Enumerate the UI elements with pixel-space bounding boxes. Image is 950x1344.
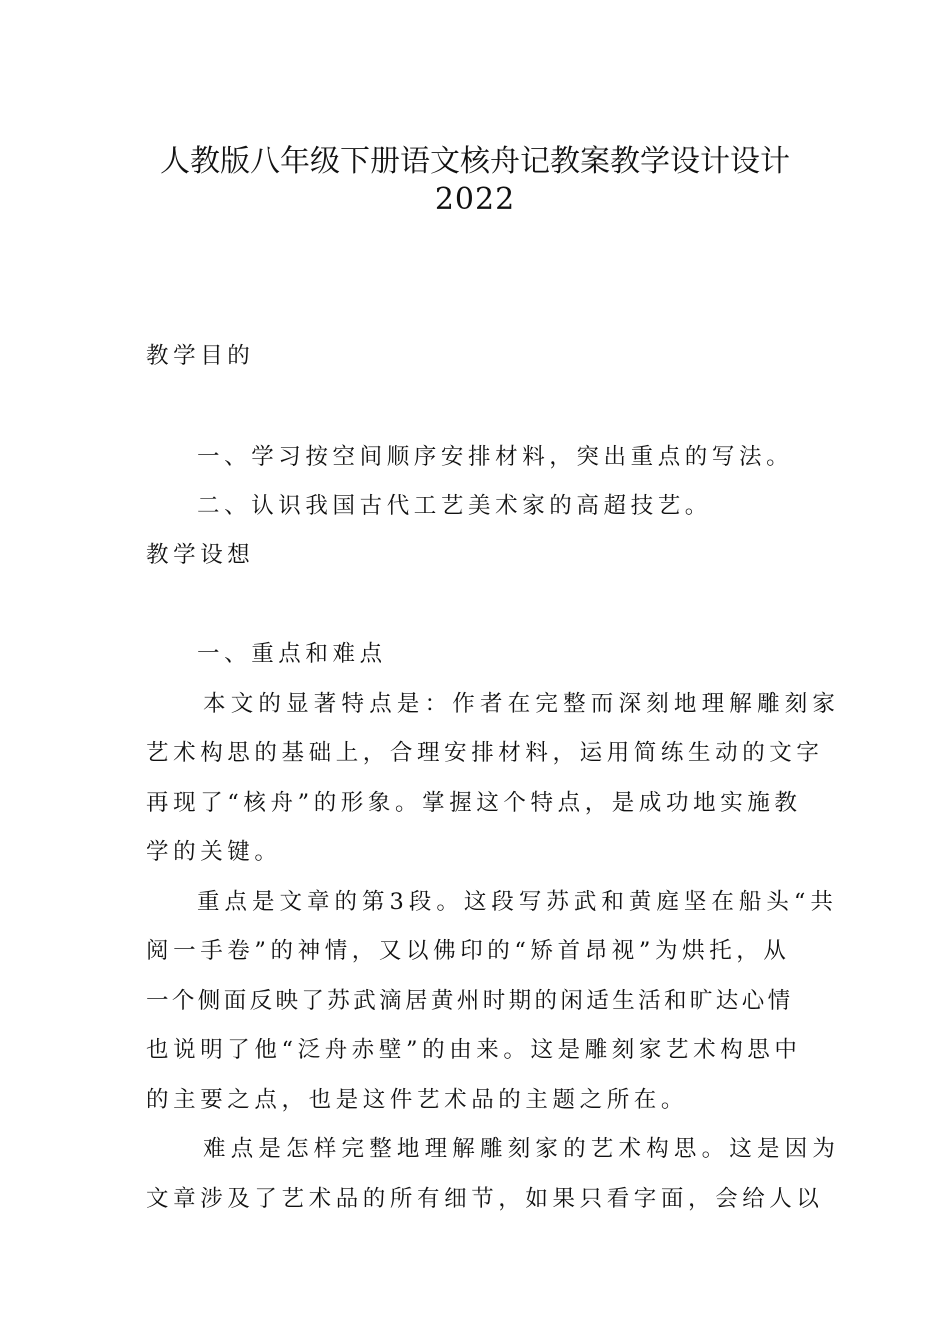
paragraph-1-line: 艺术构思的基础上，合理安排材料，运用简练生动的文字 <box>146 740 824 766</box>
paragraph-2-line: 阅一手卷”的神情，又以佛印的“矫首昂视”为烘托，从 <box>146 938 791 964</box>
paragraph-2-line: 也说明了他“泛舟赤壁”的由来。这是雕刻家艺术构思中 <box>146 1037 802 1063</box>
paragraph-1-line: 学的关键。 <box>146 839 282 865</box>
purpose-item-2: 二、认识我国古代工艺美术家的高超技艺。 <box>197 493 712 519</box>
paragraph-2-line: 的主要之点，也是这件艺术品的主题之所在。 <box>146 1087 689 1113</box>
heading-teaching-idea: 教学设想 <box>146 542 255 568</box>
document-title-line-1: 人教版八年级下册语文核舟记教案教学设计设计 <box>160 144 790 179</box>
document-title-line-2: 2022 <box>434 182 516 217</box>
paragraph-1-line: 本文的显著特点是：作者在完整而深刻地理解雕刻家 <box>203 691 841 717</box>
heading-teaching-purpose: 教学目的 <box>146 343 255 369</box>
paragraph-3-line: 文章涉及了艺术品的所有细节，如果只看字面，会给人以 <box>146 1186 824 1212</box>
paragraph-2-line: 重点是文章的第3段。这段写苏武和黄庭坚在船头“共 <box>197 889 838 915</box>
paragraph-3-line: 难点是怎样完整地理解雕刻家的艺术构思。这是因为 <box>203 1136 841 1162</box>
paragraph-1-line: 再现了“核舟”的形象。掌握这个特点，是成功地实施教 <box>146 790 802 816</box>
paragraph-2-line: 一个侧面反映了苏武滴居黄州时期的闲适生活和旷达心情 <box>146 988 794 1014</box>
purpose-item-1: 一、学习按空间顺序安排材料，突出重点的写法。 <box>197 444 794 470</box>
idea-item-1: 一、重点和难点 <box>197 641 387 667</box>
